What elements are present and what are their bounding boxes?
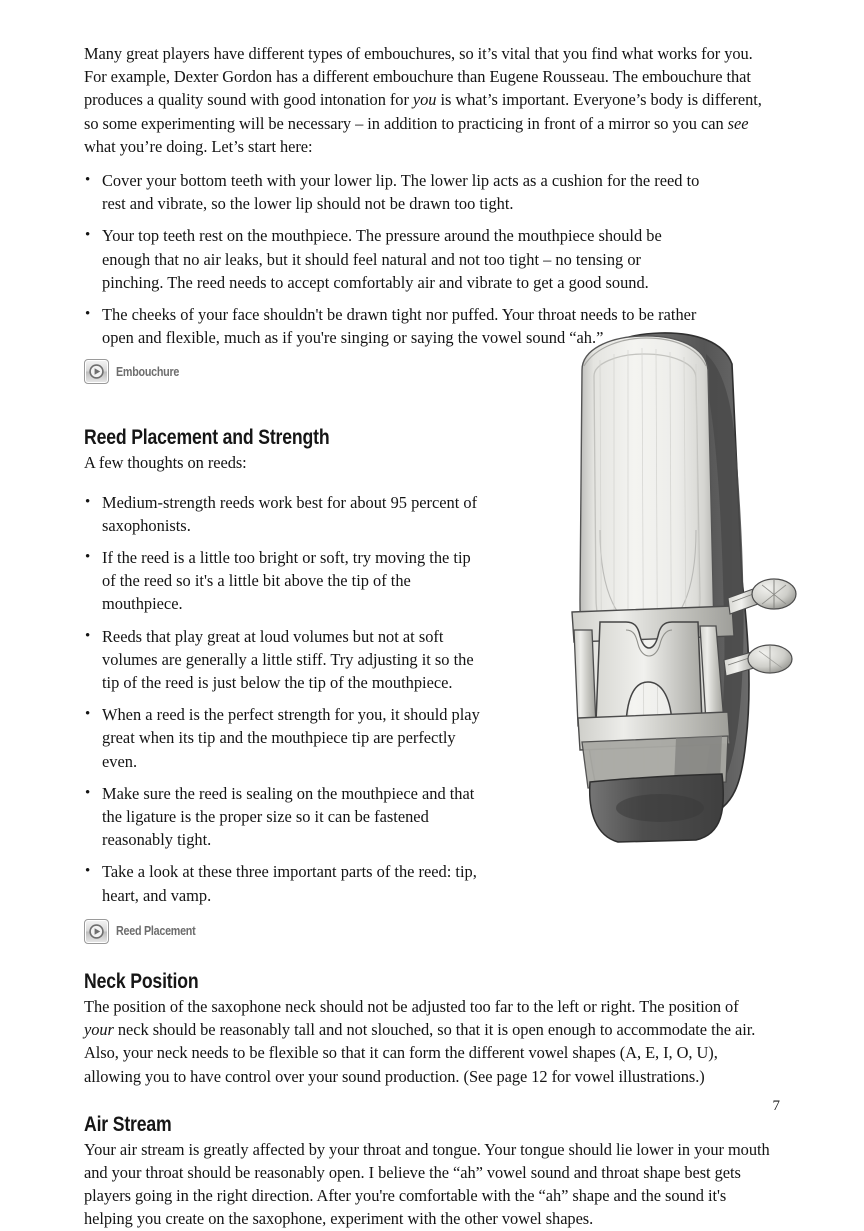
list-item [84,625,488,695]
air-stream-section [84,1113,770,1231]
list-item [84,782,488,852]
list-item [84,491,488,537]
bullet-icon: • [85,549,91,566]
emphasis-you: you [412,90,437,110]
embouchure-bullet-list [84,169,706,349]
intro-paragraph: Many great players have different types of embouchures, so it’s vital that you find what works for you. For example, Dexter Gordon has a different embouchure than Eugene Rousseau. The embouchure that produces a quality sound with good intonation for you is what’s important. Everyone’s body is different, so some experimenting will be necessary – in addition to practicing in front of a mirror so you can see what you’re doing. Let’s start here: [84,44,762,156]
list-item-text: If the reed is a little too bright or soft, try moving the tip of the reed so it's a little bit above the tip of the mouthpiece. [102,548,471,614]
play-button-icon[interactable] [84,919,109,944]
video-cue-embouchure[interactable] [84,359,770,384]
section-heading-neck-position: Neck Position [84,969,199,993]
bullet-icon: • [85,306,91,323]
bullet-icon: • [85,863,91,880]
list-item-text: Make sure the reed is sealing on the mouthpiece and that the ligature is the proper size so it can be fastened reasonably tight. [102,783,475,850]
list-item-text: Medium-strength reeds work best for about 95 percent of saxophonists. [102,492,478,535]
bullet-icon: • [85,493,91,510]
list-item-text: The cheeks of your face shouldn't be drawn tight nor puffed. Your throat needs to be rather open and flexible, much as if you're singing or saying the vowel sound “ah.” [102,305,697,348]
bullet-icon: • [85,227,91,244]
section-heading-air-stream: Air Stream [84,1112,172,1136]
neck-section-paragraph: The position of the saxophone neck should not be adjusted too far to the left or right. The position of your neck should be reasonably tall and not slouched, so that it is open enough to accommodate the air. Also, your neck needs to be flexible so that it can form the different vowel shapes (A, E, I, O, U), allowing you to have control over your sound production. (See page 12 for vowel illustrations.) [84,996,756,1086]
bullet-icon: • [85,627,91,644]
list-item-text: When a reed is the perfect strength for you, it should play great when its tip and the mouthpiece tip are perfectly even. [102,705,480,771]
section-heading-reed-placement: Reed Placement and Strength [84,426,330,450]
video-cue-label: Reed Placement [116,924,196,939]
list-item-text: Your top teeth rest on the mouthpiece. The pressure around the mouthpiece should be enough that no air leaks, but it should feel natural and not too tight – no tensing or pinching. The reed needs to accept comfortably air and vibrate to get a good sound. [102,226,662,292]
emphasis-see: see [727,113,749,133]
list-item-text: Reeds that play great at loud volumes but not at soft volumes are generally a little stiff. Try adjusting it so the tip of the reed is just below the tip of the mouthpiece. [102,626,474,693]
video-cue-label: Embouchure [116,364,180,379]
list-item [84,703,488,773]
play-button-icon[interactable] [84,359,109,384]
list-item [84,303,706,349]
list-item [84,169,706,215]
air-section-paragraph: Your air stream is greatly affected by your throat and tongue. Your tongue should lie lower in your mouth and your throat should be reasonably open. I believe the “ah” vowel sound and throat shape best gets players going in the right direction. After you're comfortable with the “ah” shape and the sound it's helping you create on the saxophone, experiment with the other vowel shapes. [84,1139,770,1229]
list-item-text: Take a look at these three important parts of the reed: tip, heart, and vamp. [102,862,477,905]
list-item [84,224,706,294]
emphasis-your: your [84,1020,114,1040]
list-item [84,860,488,906]
reed-placement-section [84,426,770,943]
reed-bullet-list [84,491,488,907]
page-content [84,42,770,1231]
list-item-text: Cover your bottom teeth with your lower lip. The lower lip acts as a cushion for the reed to rest and vibrate, so the lower lip should not be drawn too tight. [102,171,700,214]
video-cue-reed-placement[interactable] [84,919,770,944]
bullet-icon: • [85,706,91,723]
list-item [84,546,488,616]
reed-section-intro: A few thoughts on reeds: [84,453,247,473]
neck-position-section [84,970,770,1088]
bullet-icon: • [85,784,91,801]
bullet-icon: • [85,172,91,189]
page-number: 7 [772,1098,780,1114]
